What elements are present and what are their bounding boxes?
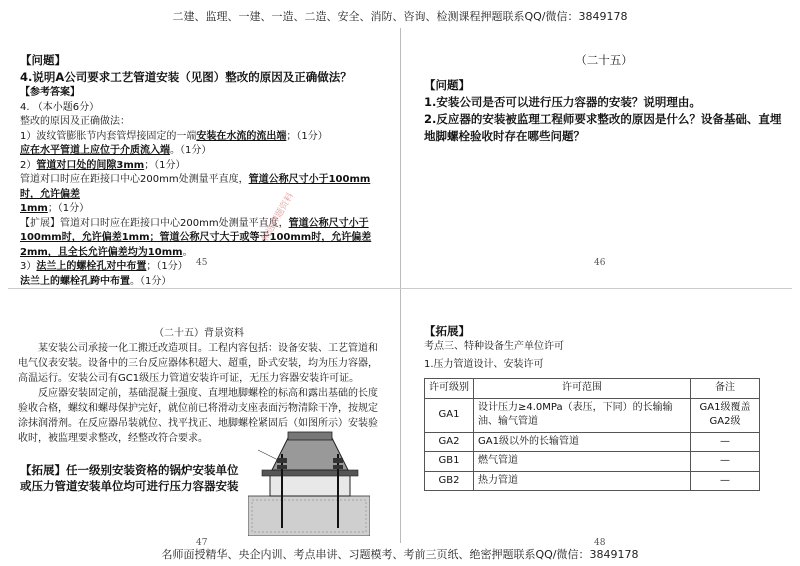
question-item: 1.安装公司是否可以进行压力容器的安装？说明理由。 [424, 95, 701, 109]
page-header: 二建、监理、一建、一造、二造、安全、消防、咨询、检测课程押题联系QQ/微信：3849178 [172, 10, 628, 23]
answer-label: 【参考答案】 [20, 87, 80, 98]
table-cell: — [691, 432, 760, 452]
table-cell: — [691, 452, 760, 472]
table-cell: GA1级覆盖GA2级 [691, 398, 760, 432]
table-cell: GB1 [425, 452, 474, 472]
section-title: （二十五）背景资料 [154, 328, 244, 339]
answer-line: 1）波纹管膨胀节内套管焊接固定的一端安装在水流的流出端；（1分） [20, 130, 328, 142]
table-cell: GA1级以外的长输管道 [474, 432, 691, 452]
answer-line: 2）管道对口处的间隙3mm；（1分） [20, 159, 186, 171]
table-row [425, 471, 760, 491]
answer-line: 3）法兰上的螺栓孔对中布置；（1分） [20, 261, 188, 272]
answer-line: 应在水平管道上应位于介质流入端。（1分） [20, 145, 212, 156]
page-number: 46 [594, 258, 606, 268]
extension-note: 【拓展】任一级别安装资格的锅炉安装单位或压力管道安装单位均可进行压力容器安装 [20, 463, 239, 493]
license-table [424, 378, 760, 491]
section-heading: 【拓展】 [424, 324, 470, 338]
extension-block-48 [424, 323, 784, 491]
table-cell: 设计压力≥4.0MPa（表压，下同）的长输输油、输气管道 [474, 398, 691, 432]
answer-line: 管道对口时应在距接口中心200mm处测量平直度，管道公称尺寸小于100mm时，允许偏差 [20, 174, 371, 200]
table-cell: GA2 [425, 432, 474, 452]
table-cell: 热力管道 [474, 471, 691, 491]
section-heading: 【问题】 [424, 78, 470, 92]
table-cell: 燃气管道 [474, 452, 691, 472]
table-header-row [425, 379, 760, 399]
section-title: （二十五） [575, 53, 633, 67]
answer-line: 1mm；（1分） [20, 203, 90, 214]
page-footer: 名师面授精华、央企内训、考点串讲、习题模考、考前三页纸、绝密押题联系QQ/微信：3849178 [161, 548, 639, 561]
answer-line: 法兰上的螺栓孔跨中布置。（1分） [20, 275, 172, 287]
question-text: 4.说明A公司要求工艺管道安装（见图）整改的原因及正确做法？ [20, 70, 352, 84]
answer-intro: 整改的原因及正确做法： [20, 116, 130, 127]
subheading: 考点三、特种设备生产单位许可 [424, 341, 564, 352]
table-cell: GB2 [425, 471, 474, 491]
question-block-45 [20, 52, 390, 289]
table-cell: GA1 [425, 398, 474, 432]
subheading: 1.压力管道设计、安装许可 [424, 358, 544, 370]
col-header: 备注 [691, 379, 760, 399]
score-line: 4. （本小题6分） [20, 101, 100, 113]
background-block-47 [18, 326, 380, 446]
page-number: 45 [196, 258, 208, 268]
vertical-divider [400, 28, 401, 543]
table-row [425, 452, 760, 472]
watermark: 精选押题资料 [260, 191, 297, 244]
extension-note: 【扩展】管道对口时应在距接口中心200mm处测量平直度，管道公称尺寸小于100mm时，允许偏差1mm；管道公称尺寸大于或等于100mm时，允许偏差2mm，且全长允许偏差均为10mm。 [20, 217, 372, 258]
page-number: 48 [594, 538, 606, 548]
background-paragraph: 反应器安装固定前，基础混凝土强度、直埋地脚螺栓的标高和露出基础的长度验收合格，螺纹和螺母保护完好，就位前已将滑动支座表面污物清除干净，按规定涂抹润滑剂。在反应器吊装就位、找平找正、地脚螺栓紧固后（如图所示）安装验收时，被监理要求整改，经整改符合要求。 [18, 388, 378, 444]
section-heading: 【问题】 [20, 53, 66, 67]
background-paragraph: 某安装公司承接一化工搬迁改造项目。工程内容包括：设备安装、工艺管道和电气仪表安装。设备中的三台反应器体积超大、超重，卧式安装，均为压力容器，高温运行。安装公司有GC1级压力管道安装许可证，无压力容器安装许可证。 [18, 343, 378, 384]
table-row [425, 398, 760, 432]
question-item: 2.反应器的安装被监理工程师要求整改的原因是什么？设备基础、直埋地脚螺栓验收时存在哪些问题？ [424, 112, 782, 143]
table-cell: — [691, 471, 760, 491]
reactor-support-diagram [248, 430, 370, 536]
col-header: 许可范围 [474, 379, 691, 399]
col-header: 许可级别 [425, 379, 474, 399]
table-row [425, 432, 760, 452]
question-block-46 [424, 52, 784, 145]
page-number: 47 [196, 538, 208, 548]
